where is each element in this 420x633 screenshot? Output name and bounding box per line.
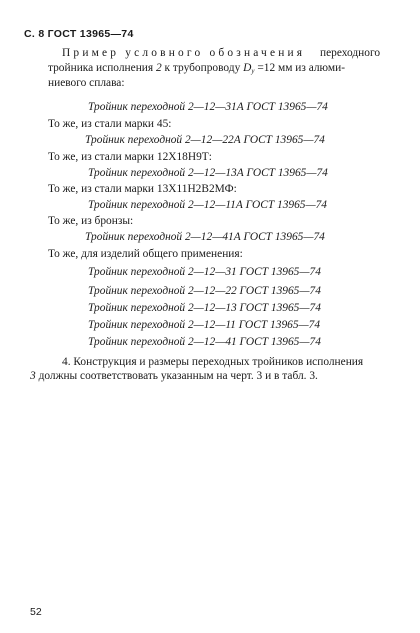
general-designation-2: Тройник переходной 2—12—22 ГОСТ 13965—74 bbox=[88, 285, 321, 297]
general-designation-3: Тройник переходной 2—12—13 ГОСТ 13965—74 bbox=[88, 302, 321, 314]
example-designation-5: Тройник переходной 2—12—41А ГОСТ 13965—74 bbox=[85, 231, 325, 243]
intro-line-3: ниевого сплава: bbox=[48, 77, 125, 89]
example-note-5: То же, из бронзы: bbox=[48, 215, 134, 227]
clause-4-line-2: 3 должны соответствовать указанным на черт. 3 и в табл. 3. bbox=[30, 370, 318, 382]
example-designation-3: Тройник переходной 2—12—13А ГОСТ 13965—74 bbox=[88, 167, 328, 179]
intro-line-2: тройника исполнения 2 к трубопроводу $D_у =12$ мм из алюми- bbox=[48, 62, 346, 75]
example-designation-2: Тройник переходной 2—12—22А ГОСТ 13965—74 bbox=[85, 134, 325, 146]
example-designation-1: Тройник переходной 2—12—31А ГОСТ 13965—74 bbox=[88, 101, 328, 113]
example-note-3: То же, из стали марки 12Х18Н9Т: bbox=[48, 151, 212, 163]
page-header: С. 8 ГОСТ 13965—74 bbox=[24, 28, 134, 40]
example-note-2: То же, из стали марки 45: bbox=[48, 118, 172, 130]
example-designation-4: Тройник переходной 2—12—11А ГОСТ 13965—74 bbox=[88, 199, 328, 211]
general-designation-5: Тройник переходной 2—12—41 ГОСТ 13965—74 bbox=[88, 336, 321, 348]
intro-line-1 bbox=[62, 46, 381, 60]
general-designation-1: Тройник переходной 2—12—31 ГОСТ 13965—74 bbox=[88, 266, 321, 278]
intro-lead-rest: переходного bbox=[320, 47, 381, 59]
clause-4-line-1: 4. Конструкция и размеры переходных тройников исполнения bbox=[62, 356, 364, 368]
dy-symbol: D bbox=[243, 62, 252, 74]
general-designation-4: Тройник переходной 2—12—11 ГОСТ 13965—74 bbox=[88, 319, 321, 331]
intro-lead: Пример условного обозначения bbox=[62, 47, 306, 59]
page-number: 52 bbox=[30, 606, 42, 618]
example-note-4: То же, из стали марки 13Х11Н2В2МФ: bbox=[48, 183, 237, 195]
general-use-note: То же, для изделий общего применения: bbox=[48, 248, 243, 260]
